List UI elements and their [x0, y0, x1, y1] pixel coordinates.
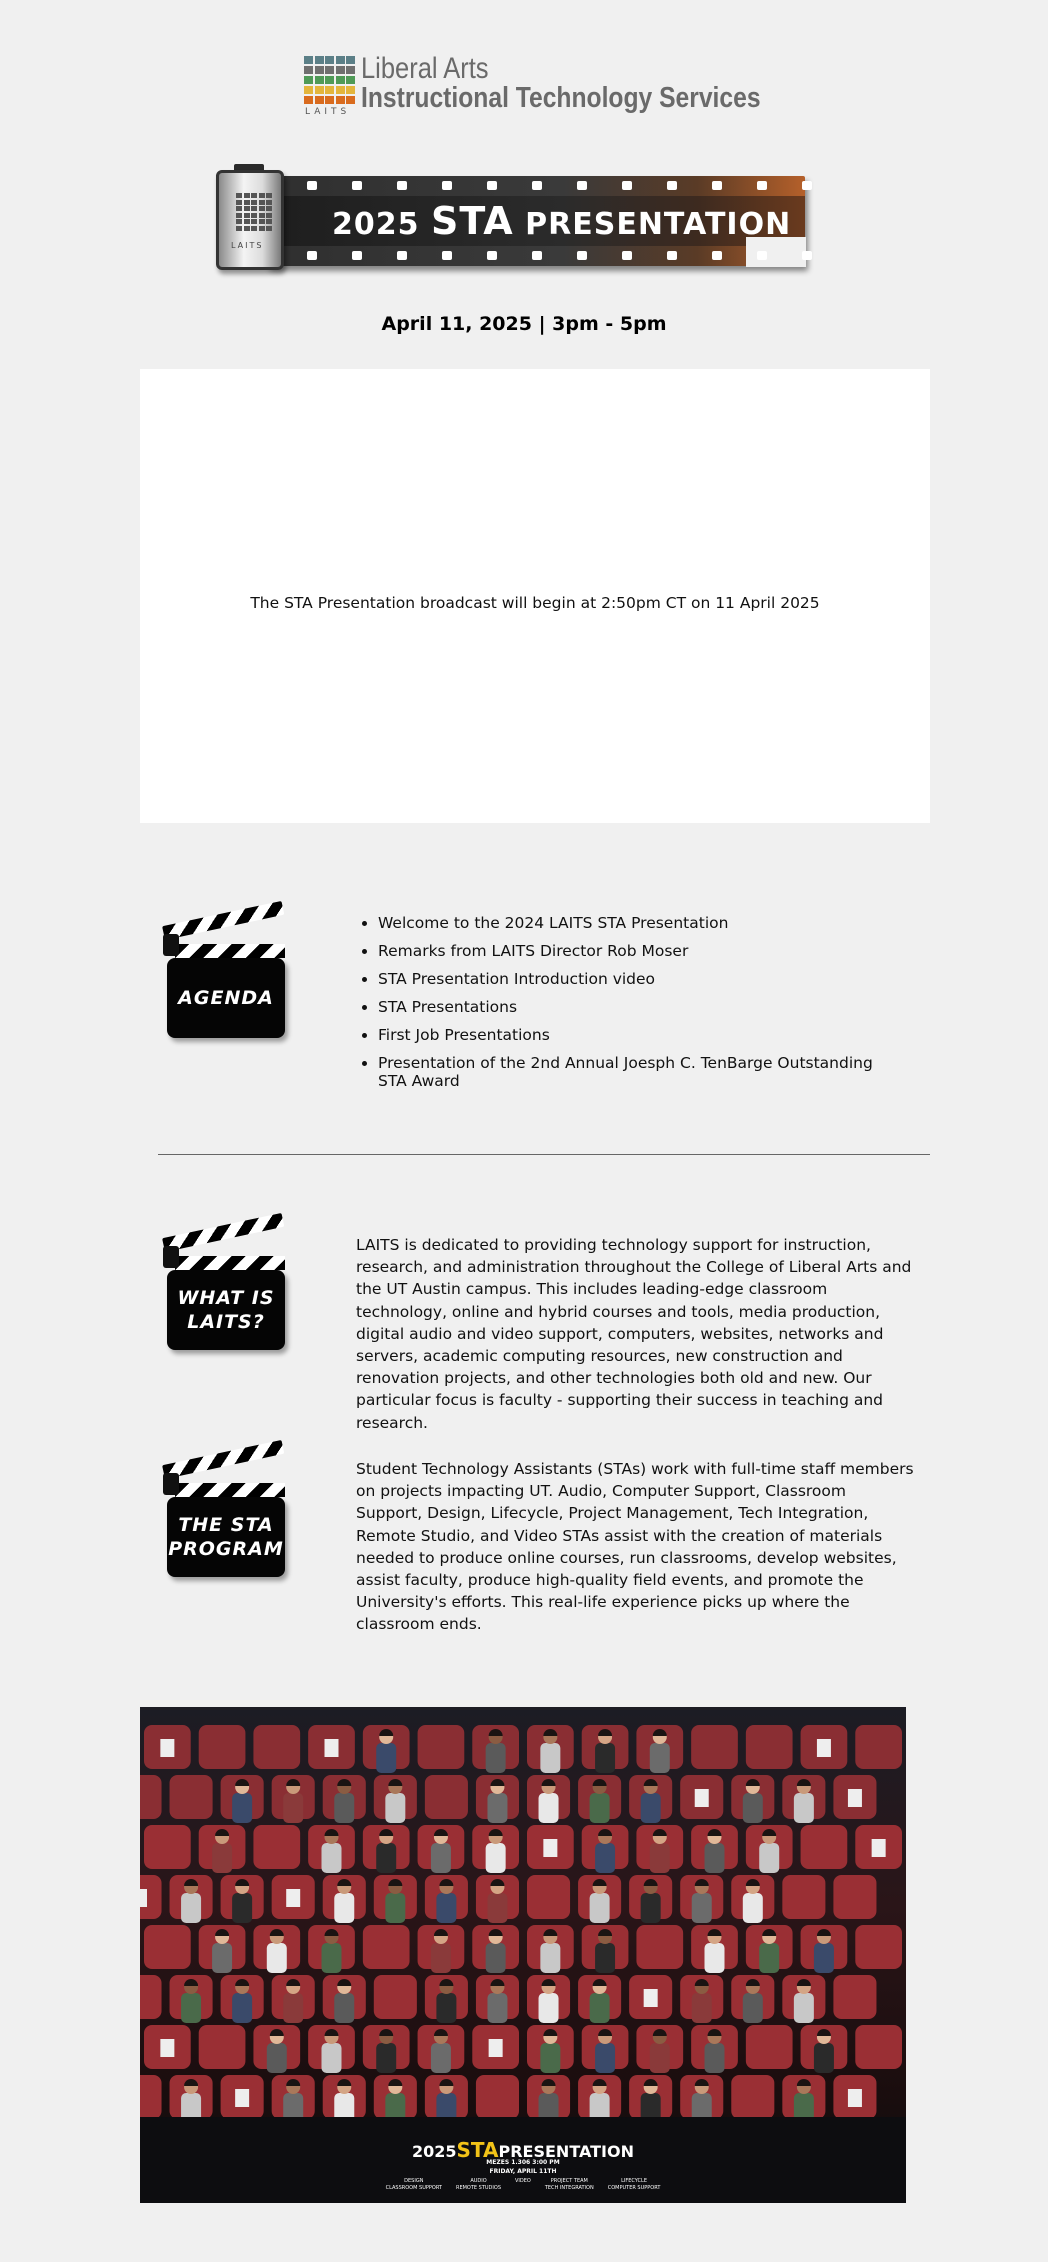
film-sprocket-hole	[577, 181, 587, 190]
theater-seat	[801, 1825, 848, 1869]
person-body	[650, 1843, 670, 1873]
agenda-board-label: AGENDA	[178, 987, 274, 1009]
sta-program-board-label: THE STA PROGRAM	[168, 1514, 284, 1560]
canister-grid-cell	[266, 219, 272, 224]
canister-grid-cell	[244, 206, 250, 211]
popcorn-bucket	[817, 1739, 831, 1757]
film-sprocket-hole	[757, 251, 767, 260]
person-body	[385, 1793, 405, 1823]
theater-seat	[855, 1925, 902, 1969]
theater-seat	[363, 1925, 410, 1969]
popcorn-bucket	[872, 1839, 886, 1857]
person-body	[486, 1743, 506, 1773]
theater-seat	[374, 1975, 417, 2019]
event-date-time: April 11, 2025 | 3pm - 5pm	[381, 313, 667, 335]
canister-grid-cell	[266, 200, 272, 205]
person-body	[692, 1893, 712, 1923]
what-is-laits-board-label: WHAT IS LAITS?	[177, 1287, 275, 1333]
banner-title: 2025 STA PRESENTATION	[332, 199, 792, 243]
film-sprocket-hole	[622, 181, 632, 190]
logo-grid-cell	[325, 56, 334, 64]
what-is-laits-text: LAITS is dedicated to providing technology support for instruction, research, and administration throughout the College of Liberal Arts and the UT Austin campus. This includes leading-edge classroom technology, online and hybrid courses and tools, media production, digital audio and video support, computers, websites, networks and servers, academic computing resources, new construction and renovation projects, and other technologies both old and new. Our particular focus is faculty - supporting their success in teaching and research.	[356, 1236, 912, 1432]
canister-grid-cell	[266, 193, 272, 198]
logo-grid-cell	[304, 76, 313, 84]
canister-grid-cell	[259, 193, 265, 198]
person-body	[334, 1793, 354, 1823]
sta-program-text: Student Technology Assistants (STAs) work with full-time staff members on projects impacting UT. Audio, Computer Support, Classroom Support, Design, Lifecycle, Project Management, Tech Integration, Remote Studio, and Video STAs assist with the creation of materials needed to produce online courses, run classrooms, develop websites, assist faculty, produce high-quality field events, and promote the University's efforts. This real-life experience picks up where the classroom ends.	[356, 1460, 914, 1634]
person-body	[595, 2043, 615, 2073]
logo-grid-cell	[336, 86, 345, 94]
person-body	[431, 1843, 451, 1873]
logo-grid-cell	[346, 76, 355, 84]
popcorn-bucket	[644, 1989, 658, 2007]
canister-grid-cell	[251, 219, 257, 224]
person-body	[486, 1943, 506, 1973]
canister-grid-cell	[244, 200, 250, 205]
poster-title: 2025STAPRESENTATION	[411, 2138, 634, 2162]
canister-grid-cell	[236, 200, 242, 205]
logo-abbrev: LAITS	[305, 107, 351, 117]
canister-grid-cell	[259, 206, 265, 211]
person-body	[181, 1993, 201, 2023]
canister-grid-cell	[244, 226, 250, 231]
person-body	[322, 1843, 342, 1873]
film-sprocket-hole	[352, 181, 362, 190]
theater-seat	[199, 1725, 246, 1769]
popcorn-bucket	[160, 1739, 174, 1757]
logo-grid-cell	[315, 66, 324, 74]
film-sprocket-hole	[802, 181, 812, 190]
person-body	[595, 1843, 615, 1873]
person-body	[705, 1943, 725, 1973]
theater-seat	[691, 1725, 738, 1769]
canister-label: LAITS	[231, 241, 264, 250]
theater-seat	[418, 1725, 465, 1769]
film-sprocket-hole	[307, 251, 317, 260]
person-body	[590, 1793, 610, 1823]
theater-seat	[253, 1825, 300, 1869]
clapperboard-sta-program-icon	[163, 1455, 287, 1579]
film-sprocket-hole	[352, 251, 362, 260]
person-body	[232, 1993, 252, 2023]
clapperboard-agenda-icon	[163, 916, 287, 1040]
popcorn-bucket	[489, 2039, 503, 2057]
logo-grid-cell	[336, 96, 345, 104]
film-sprocket-hole	[667, 181, 677, 190]
logo-grid-cell	[336, 76, 345, 84]
person-body	[743, 1793, 763, 1823]
person-body	[595, 1943, 615, 1973]
theater-seat	[144, 1825, 191, 1869]
film-sprocket-hole	[802, 251, 812, 260]
film-sprocket-hole	[442, 181, 452, 190]
section-divider	[158, 1154, 930, 1155]
person-body	[814, 1943, 834, 1973]
logo-grid-cell	[336, 56, 345, 64]
logo-grid-cell	[325, 96, 334, 104]
film-sprocket-hole	[442, 251, 452, 260]
popcorn-bucket	[235, 2089, 249, 2107]
theater-seat	[140, 1975, 162, 2019]
person-body	[322, 2043, 342, 2073]
person-body	[212, 1843, 232, 1873]
popcorn-bucket	[160, 2039, 174, 2057]
person-body	[376, 2043, 396, 2073]
person-body	[487, 1793, 507, 1823]
theater-seat	[140, 2075, 162, 2119]
film-canister-icon	[216, 164, 286, 274]
person-body	[487, 1893, 507, 1923]
film-sprocket-hole	[712, 251, 722, 260]
canister-grid-cell	[236, 213, 242, 218]
canister-grid-cell	[259, 213, 265, 218]
person-body	[431, 1943, 451, 1973]
agenda-item: • STA Presentation Introduction video	[378, 970, 898, 988]
theater-seat	[746, 1725, 793, 1769]
clapperboard-what-is-laits-icon	[163, 1228, 287, 1352]
person-body	[641, 1893, 661, 1923]
canister-grid-cell	[266, 206, 272, 211]
logo-grid-cell	[315, 96, 324, 104]
film-sprocket-hole	[532, 251, 542, 260]
poster-credit: AUDIO REMOTE STUDIOS	[455, 2178, 501, 2191]
poster-credit: DESIGN CLASSROOM SUPPORT	[385, 2178, 442, 2191]
logo-grid-cell	[325, 86, 334, 94]
person-body	[376, 1743, 396, 1773]
poster-location: MEZES 1.306 3:00 PM	[486, 2159, 560, 2166]
film-sprocket-hole	[757, 181, 767, 190]
film-sprocket-hole	[712, 181, 722, 190]
film-sprocket-hole	[577, 251, 587, 260]
person-body	[334, 1993, 354, 2023]
popcorn-bucket	[848, 2089, 862, 2107]
theater-seat	[140, 1775, 162, 1819]
theater-seat	[782, 1875, 825, 1919]
person-body	[181, 1893, 201, 1923]
film-sprocket-hole	[307, 181, 317, 190]
canister-grid-cell	[259, 200, 265, 205]
canister-grid-cell	[266, 226, 272, 231]
canister-grid-cell	[251, 206, 257, 211]
popcorn-bucket	[286, 1889, 300, 1907]
person-body	[590, 1893, 610, 1923]
person-body	[431, 2043, 451, 2073]
film-sprocket-hole	[667, 251, 677, 260]
video-player[interactable]	[140, 369, 930, 823]
theater-seat	[199, 2025, 246, 2069]
person-body	[267, 1943, 287, 1973]
canister-grid-cell	[251, 213, 257, 218]
poster-credit: LIFECYCLE COMPUTER SUPPORT	[607, 2178, 661, 2191]
logo-line2: Instructional Technology Services	[361, 82, 761, 114]
canister-grid-cell	[236, 206, 242, 211]
person-body	[759, 1843, 779, 1873]
person-body	[267, 2043, 287, 2073]
person-body	[232, 1893, 252, 1923]
theater-seat	[855, 2025, 902, 2069]
person-body	[705, 1843, 725, 1873]
person-body	[436, 1993, 456, 2023]
logo-grid-cell	[315, 76, 324, 84]
logo-grid-icon	[304, 56, 356, 104]
logo-grid-cell	[346, 66, 355, 74]
canister-grid-cell	[244, 213, 250, 218]
theater-seat	[425, 1775, 468, 1819]
film-sprocket-hole	[487, 181, 497, 190]
theater-seat	[746, 2025, 793, 2069]
person-body	[743, 1893, 763, 1923]
logo-grid-cell	[304, 96, 313, 104]
person-body	[376, 1843, 396, 1873]
poster-date: FRIDAY, APRIL 11TH	[489, 2168, 557, 2175]
popcorn-bucket	[140, 1889, 147, 1907]
canister-grid-cell	[259, 226, 265, 231]
canister-grid-cell	[251, 193, 257, 198]
theater-seat	[636, 1925, 683, 1969]
logo-grid-cell	[336, 66, 345, 74]
theater-seat	[855, 1725, 902, 1769]
person-body	[212, 1943, 232, 1973]
person-body	[540, 2043, 560, 2073]
film-strip	[267, 176, 805, 266]
film-sprocket-hole	[532, 181, 542, 190]
person-body	[641, 1793, 661, 1823]
popcorn-bucket	[543, 1839, 557, 1857]
popcorn-bucket	[695, 1789, 709, 1807]
agenda-item: • Remarks from LAITS Director Rob Moser	[378, 942, 898, 960]
logo-grid-cell	[304, 56, 313, 64]
agenda-item: • First Job Presentations	[378, 1026, 898, 1044]
person-body	[595, 1743, 615, 1773]
theater-seat	[527, 1875, 570, 1919]
agenda-item: • Presentation of the 2nd Annual Joesph C. TenBarge Outstanding STA Award	[378, 1054, 898, 1090]
logo-line1: Liberal Arts	[361, 52, 489, 85]
person-body	[487, 1993, 507, 2023]
film-sprocket-hole	[397, 251, 407, 260]
poster-credit: PROJECT TEAM TECH INTEGRATION	[544, 2178, 594, 2191]
person-body	[692, 1993, 712, 2023]
theater-seat	[731, 2075, 774, 2119]
logo-grid-cell	[325, 66, 334, 74]
theater-seat	[833, 1975, 876, 2019]
person-body	[539, 1793, 559, 1823]
logo-grid-cell	[315, 56, 324, 64]
canister-grid-cell	[244, 219, 250, 224]
presentation-banner	[212, 160, 842, 278]
logo-grid-cell	[346, 86, 355, 94]
theater-seat	[476, 2075, 519, 2119]
broadcast-message: The STA Presentation broadcast will begin at 2:50pm CT on 11 April 2025	[250, 594, 820, 612]
theater-seat	[253, 1725, 300, 1769]
logo-grid-cell	[325, 76, 334, 84]
canister-grid-cell	[266, 213, 272, 218]
logo-grid-cell	[346, 56, 355, 64]
canister-grid-cell	[236, 219, 242, 224]
person-body	[794, 1793, 814, 1823]
poster-credit: VIDEO	[515, 2178, 531, 2184]
canister-grid-cell	[251, 226, 257, 231]
person-body	[334, 1893, 354, 1923]
canister-grid-cell	[236, 226, 242, 231]
agenda-list	[358, 914, 898, 1100]
person-body	[540, 1943, 560, 1973]
logo-grid-cell	[315, 86, 324, 94]
poster-credits	[140, 2178, 906, 2192]
person-body	[794, 1993, 814, 2023]
laits-logo[interactable]	[304, 54, 764, 122]
person-body	[322, 1943, 342, 1973]
person-body	[650, 2043, 670, 2073]
popcorn-bucket	[848, 1789, 862, 1807]
person-body	[743, 1993, 763, 2023]
logo-grid-cell	[304, 86, 313, 94]
theater-seat	[170, 1775, 213, 1819]
person-body	[232, 1793, 252, 1823]
person-body	[385, 1893, 405, 1923]
canister-grid-cell	[251, 200, 257, 205]
person-body	[814, 2043, 834, 2073]
person-body	[705, 2043, 725, 2073]
person-body	[486, 1843, 506, 1873]
film-sprocket-hole	[397, 181, 407, 190]
film-sprocket-hole	[487, 251, 497, 260]
logo-grid-cell	[346, 96, 355, 104]
person-body	[283, 1793, 303, 1823]
person-body	[540, 1743, 560, 1773]
film-sprocket-hole	[622, 251, 632, 260]
person-body	[590, 1993, 610, 2023]
theater-seats-illustration	[140, 1707, 906, 2203]
popcorn-bucket	[325, 1739, 339, 1757]
canister-grid-cell	[244, 193, 250, 198]
logo-grid-cell	[304, 66, 313, 74]
person-body	[436, 1893, 456, 1923]
person-body	[650, 1743, 670, 1773]
agenda-item: • Welcome to the 2024 LAITS STA Presentation	[378, 914, 898, 932]
person-body	[283, 1993, 303, 2023]
person-body	[539, 1993, 559, 2023]
sta-group-photo	[140, 1707, 906, 2203]
canister-grid-cell	[259, 219, 265, 224]
agenda-item: • STA Presentations	[378, 998, 898, 1016]
theater-seat	[833, 1875, 876, 1919]
canister-grid-cell	[236, 193, 242, 198]
theater-seat	[144, 1925, 191, 1969]
person-body	[759, 1943, 779, 1973]
